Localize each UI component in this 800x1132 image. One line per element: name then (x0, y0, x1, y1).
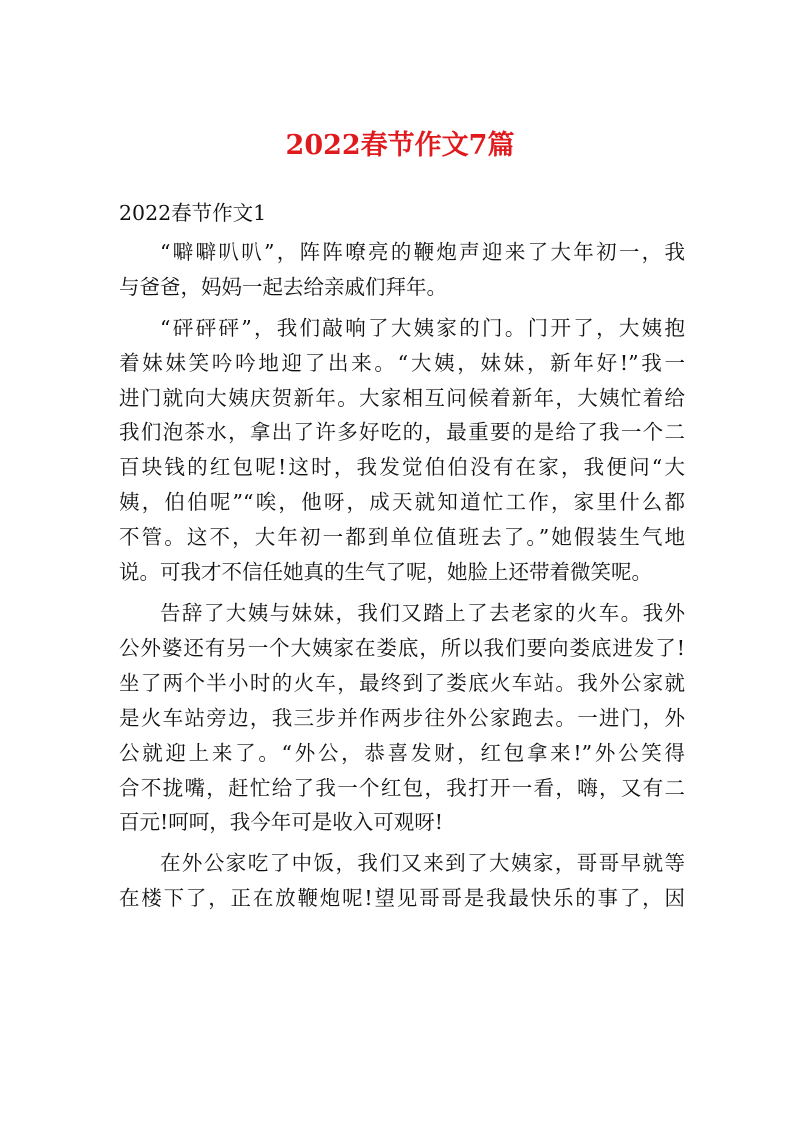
paragraph-line: 公外婆还有另一个大姨家在娄底，所以我们要向娄底进发了! (119, 635, 685, 660)
paragraph-line: 合不拢嘴，赶忙给了我一个红包，我打开一看，嗨，又有二 (119, 775, 685, 800)
paragraph-line: 不管。这不，大年初一都到单位值班去了。”她假装生气地 (119, 525, 685, 550)
paragraph-line: “噼噼叭叭”，阵阵嘹亮的鞭炮声迎来了大年初一，我 (160, 239, 685, 264)
paragraph-line: “砰砰砰”，我们敲响了大姨家的门。门开了，大姨抱 (160, 315, 685, 340)
paragraph-line: 百块钱的红包呢!这时，我发觉伯伯没有在家，我便问“大 (119, 455, 685, 480)
paragraph-line: 告辞了大姨与妹妹，我们又踏上了去老家的火车。我外 (160, 600, 685, 625)
paragraph-line: 进门就向大姨庆贺新年。大家相互问候着新年，大姨忙着给 (119, 385, 685, 410)
paragraph-line: 姨，伯伯呢”“唉，他呀，成天就知道忙工作，家里什么都 (119, 490, 685, 515)
paragraph-line: 我们泡茶水，拿出了许多好吃的，最重要的是给了我一个二 (119, 420, 685, 445)
paragraph-line: 与爸爸，妈妈一起去给亲戚们拜年。 (119, 274, 447, 299)
paragraph-line: 是火车站旁边，我三步并作两步往外公家跑去。一进门，外 (119, 705, 685, 730)
paragraph-line: 在楼下了，正在放鞭炮呢!望见哥哥是我最快乐的事了，因 (119, 886, 685, 911)
section-heading: 2022春节作文1 (119, 201, 267, 225)
paragraph-4 (119, 846, 685, 916)
paragraph-line: 公就迎上来了。“外公，恭喜发财，红包拿来!”外公笑得 (119, 740, 685, 765)
paragraph-line: 坐了两个半小时的火车，最终到了娄底火车站。我外公家就 (119, 670, 685, 695)
paragraph-line: 百元!呵呵，我今年可是收入可观呀! (119, 810, 443, 835)
paragraph-line: 着妹妹笑吟吟地迎了出来。“大姨，妹妹，新年好!”我一 (119, 350, 685, 375)
document-body (119, 196, 685, 922)
paragraph-line: 在外公家吃了中饭，我们又来到了大姨家，哥哥早就等 (160, 851, 685, 876)
paragraph-line: 说。可我才不信任她真的生气了呢，她脸上还带着微笑呢。 (119, 560, 652, 585)
paragraph-2 (119, 311, 685, 590)
document-title: 2022春节作文7篇 (285, 130, 515, 161)
paragraph-1 (119, 235, 685, 305)
paragraph-3 (119, 596, 685, 840)
